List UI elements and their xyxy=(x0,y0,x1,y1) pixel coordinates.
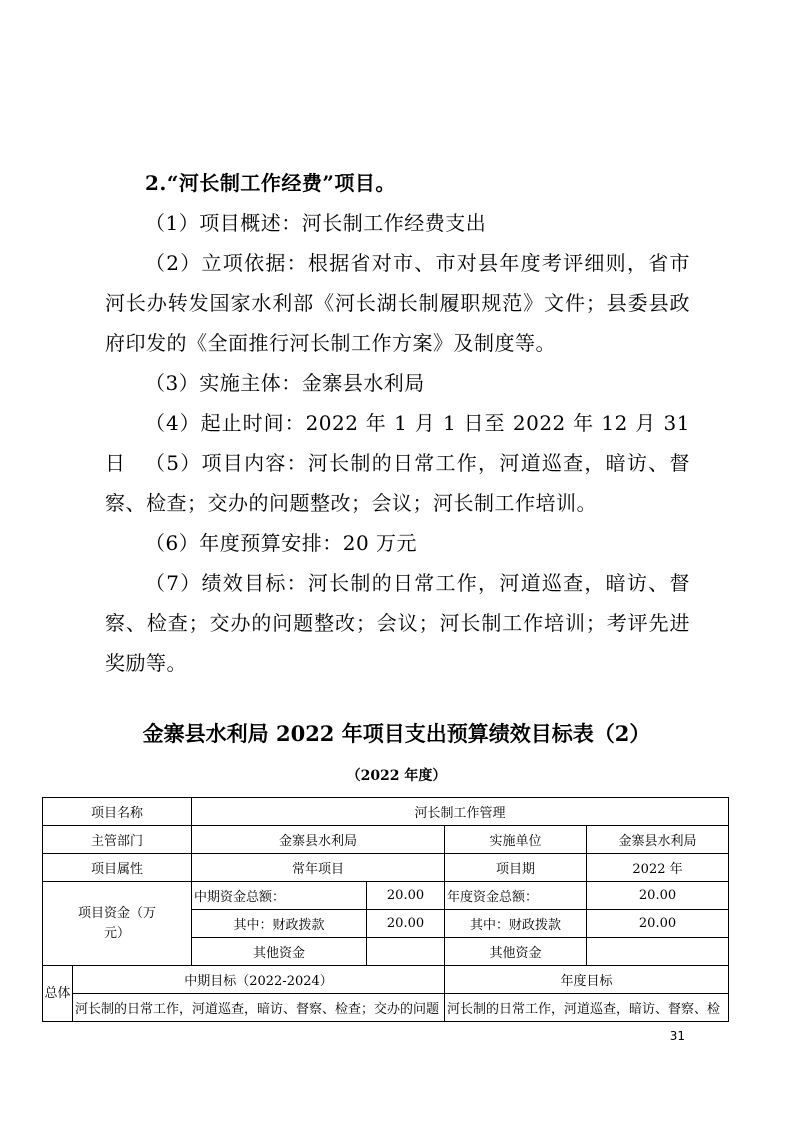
year-total-value: 20.00 xyxy=(587,882,729,910)
project-name-value: 河长制工作管理 xyxy=(192,798,729,826)
unit-label: 实施单位 xyxy=(445,826,587,854)
table-row xyxy=(43,994,729,1022)
mid-goal-label: 中期目标（2022-2024） xyxy=(73,966,445,994)
paragraph-budget: （6）年度预算安排：20 万元 xyxy=(145,531,418,555)
department-label: 主管部门 xyxy=(43,826,192,854)
department-value: 金寨县水利局 xyxy=(192,826,445,854)
paragraph-goal: （7）绩效目标：河长制的日常工作，河道巡查，暗访、督察、检查；交办的问题整改；会议；河长制工作培训；考评先进奖励等。 xyxy=(105,571,690,675)
paragraph-overview: （1）项目概述：河长制工作经费支出 xyxy=(145,211,487,235)
year-other-value xyxy=(587,938,729,966)
mid-total-label: 中期资金总额： xyxy=(192,882,367,910)
year-fiscal-label: 其中：财政拨款 xyxy=(445,910,587,938)
mid-fiscal-label: 其中：财政拨款 xyxy=(192,910,367,938)
overall-label: 总体 xyxy=(43,966,73,1022)
mid-goal-text: 河长制的日常工作，河道巡查，暗访、督察、检查；交办的问题 xyxy=(73,994,445,1022)
year-fiscal-value: 20.00 xyxy=(587,910,729,938)
table-row xyxy=(43,798,729,826)
year-other-label: 其他资金 xyxy=(445,938,587,966)
paragraph-subject: （3）实施主体：金寨县水利局 xyxy=(145,371,425,395)
funds-label: 项目资金（万元） xyxy=(43,882,192,966)
mid-total-value: 20.00 xyxy=(367,882,445,910)
table-row xyxy=(43,966,729,994)
budget-table xyxy=(42,797,729,1022)
mid-other-value xyxy=(367,938,445,966)
paragraph-period: （4）起止时间：2022 年 1 月 1 日至 2022 年 12 月 31 日 xyxy=(105,411,690,475)
paragraph-basis: （2）立项依据：根据省对市、市对县年度考评细则，省市河长办转发国家水利部《河长湖长制履职规范》文件；县委县政府印发的《全面推行河长制工作方案》及制度等。 xyxy=(105,251,690,355)
paragraph-content: （5）项目内容：河长制的日常工作，河道巡查，暗访、督察、检查；交办的问题整改；会议；河长制工作培训。 xyxy=(105,451,690,515)
attribute-label: 项目属性 xyxy=(43,854,192,882)
mid-other-label: 其他资金 xyxy=(192,938,367,966)
table-title: 金寨县水利局 2022 年项目支出预算绩效目标表（2） xyxy=(142,721,651,746)
section-heading: 2.“河长制工作经费”项目。 xyxy=(145,171,396,195)
project-name-label: 项目名称 xyxy=(43,798,192,826)
year-total-label: 年度资金总额： xyxy=(445,882,587,910)
attribute-value: 常年项目 xyxy=(192,854,445,882)
table-row xyxy=(43,826,729,854)
period-label: 项目期 xyxy=(445,854,587,882)
mid-fiscal-value: 20.00 xyxy=(367,910,445,938)
year-goal-label: 年度目标 xyxy=(445,966,729,994)
table-subtitle: （2022 年度） xyxy=(346,768,447,784)
page-number: 31 xyxy=(669,1029,685,1043)
table-row xyxy=(43,882,729,910)
unit-value: 金寨县水利局 xyxy=(587,826,729,854)
table-row xyxy=(43,854,729,882)
year-goal-text: 河长制的日常工作，河道巡查，暗访、督察、检 xyxy=(445,994,729,1022)
period-value: 2022 年 xyxy=(587,854,729,882)
